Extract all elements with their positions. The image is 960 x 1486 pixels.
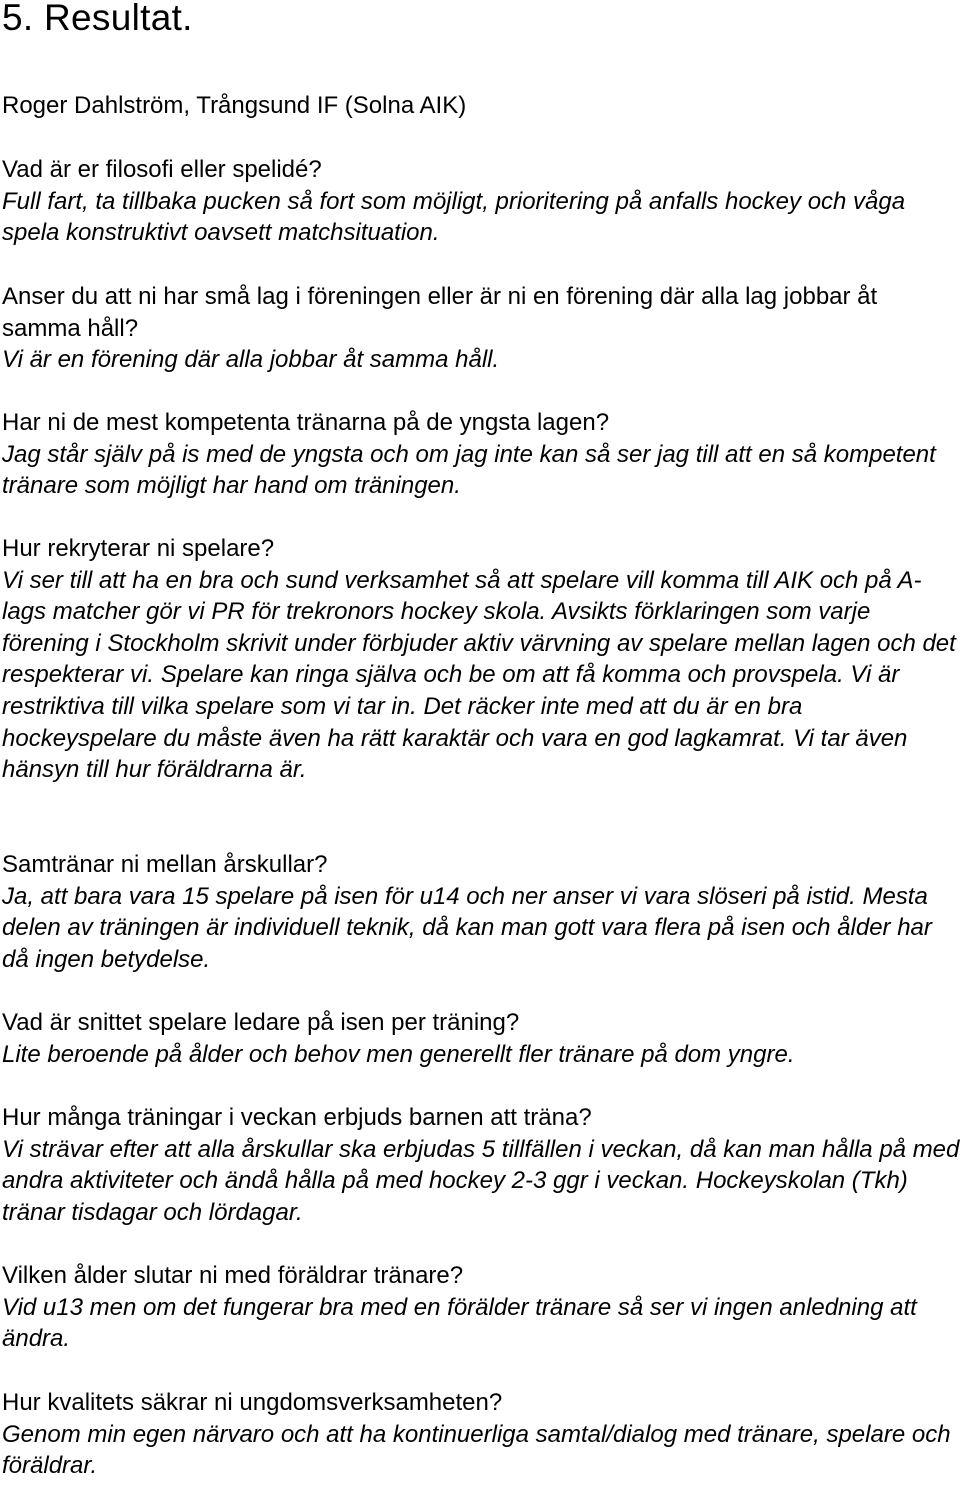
qa-block-player-leader-ratio [2, 1007, 960, 1070]
answer-text: Vi ser till att ha en bra och sund verksamhet så att spelare vill komma till AIK och på A-lags matcher gör vi PR för trekronors hockey skola. Avsikts förklaringen som varje förening i Stockholm skrivit under förbjuder aktiv värvning av spelare mellan lagen och det respekterar vi. Spelare kan ringa själva och be om att få komma och provspela. Vi är restriktiva till vilka spelare som vi tar in. Det räcker inte med att du är en bra hockeyspelare du måste även ha rätt karaktär och vara en god lagkamrat. Vi tar även hänsyn till hur föräldrarna är. [2, 566, 956, 784]
question-text: Vilken ålder slutar ni med föräldrar tränare? [2, 1262, 464, 1289]
qa-block-joint-training [2, 849, 960, 975]
question-text: Har ni de mest kompetenta tränarna på de yngsta lagen? [2, 409, 610, 436]
answer-text: Genom min egen närvaro och att ha kontinuerliga samtal/dialog med tränare, spelare och föräldrar. [2, 1420, 951, 1480]
question-text: Vad är snittet spelare ledare på isen per träning? [2, 1009, 520, 1036]
qa-block-recruitment [2, 533, 960, 786]
question-text: Vad är er filosofi eller spelidé? [2, 156, 322, 183]
answer-text: Vid u13 men om det fungerar bra med en förälder tränare så ser vi ingen anledning att ändra. [2, 1293, 917, 1353]
qa-block-quality-assurance [2, 1387, 960, 1482]
interviewee-line: Roger Dahlström, Trångsund IF (Solna AIK) [2, 92, 467, 119]
answer-text: Lite beroende på ålder och behov men generellt fler tränare på dom yngre. [2, 1040, 795, 1068]
qa-block-philosophy [2, 154, 960, 249]
question-text: Hur många träningar i veckan erbjuds barnen att träna? [2, 1104, 592, 1131]
question-text: Hur kvalitets säkrar ni ungdomsverksamheten? [2, 1389, 503, 1416]
answer-text: Vi är en förening där alla jobbar åt samma håll. [2, 346, 500, 374]
qa-block-parent-coaches [2, 1260, 960, 1355]
qa-block-team-unity [2, 281, 960, 376]
answer-text: Ja, att bara vara 15 spelare på isen för u14 och ner anser vi vara slöseri på istid. Mesta delen av träningen är individuell teknik, då kan man gott vara flera på isen och ålder har då ingen betydelse. [2, 882, 932, 973]
answer-text: Full fart, ta tillbaka pucken så fort som möjligt, prioritering på anfalls hockey och våga spela konstruktivt oavsett matchsituation. [2, 187, 906, 247]
answer-text: Jag står själv på is med de yngsta och om jag inte kan så ser jag till att en så kompetent tränare som möjligt har hand om träningen. [2, 440, 936, 500]
qa-block-coaches [2, 407, 960, 502]
qa-block-weekly-sessions [2, 1102, 960, 1228]
section-heading: 5. Resultat. [2, 0, 193, 38]
question-text: Anser du att ni har små lag i föreningen eller är ni en förening där alla lag jobbar åt samma håll? [2, 283, 878, 342]
answer-text: Vi strävar efter att alla årskullar ska erbjudas 5 tillfällen i veckan, då kan man hålla på med andra aktiviteter och ändå hålla på med hockey 2-3 ggr i veckan. Hockeyskolan (Tkh) tränar tisdagar och lördagar. [2, 1135, 960, 1226]
question-text: Hur rekryterar ni spelare? [2, 535, 275, 562]
question-text: Samtränar ni mellan årskullar? [2, 851, 328, 878]
